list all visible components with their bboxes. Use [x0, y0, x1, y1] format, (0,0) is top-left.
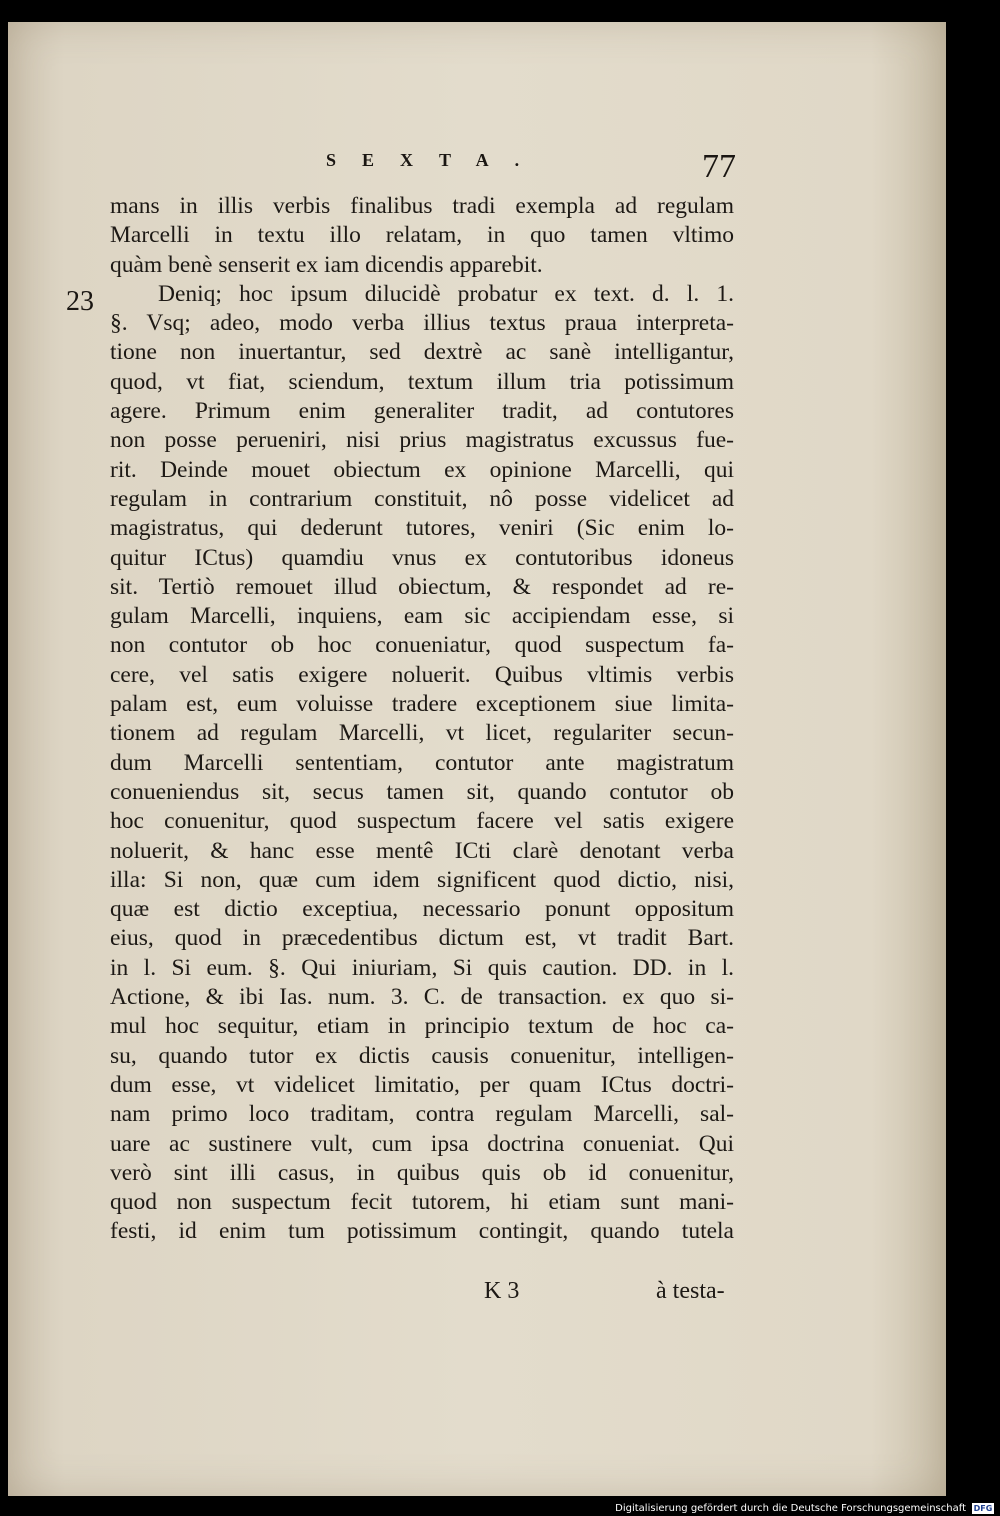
text-line: dum Marcelli sententiam, contutor ante magistratum	[110, 749, 734, 776]
text-line: tionem ad regulam Marcelli, vt licet, regulariter secun-	[110, 720, 734, 747]
text-line: conueniendus sit, secus tamen sit, quando contutor ob	[110, 778, 734, 805]
text-line: eius, quod in præcedentibus dictum est, vt tradit Bart.	[110, 925, 734, 952]
signature-mark: K 3	[484, 1278, 520, 1304]
text-line: noluerit, & hanc esse mentê ICti clarè denotant verba	[110, 837, 734, 864]
text-line: in l. Si eum. §. Qui iniuriam, Si quis caution. DD. in l.	[110, 954, 734, 981]
text-line: tione non inuertantur, sed dextrè ac sanè intelligantur,	[110, 339, 734, 366]
text-line: Marcelli in textu illo relatam, in quo tamen vltimo	[110, 222, 734, 249]
text-line: mans in illis verbis finalibus tradi exempla ad regulam	[110, 193, 734, 219]
text-line: palam est, eum voluisse tradere exceptionem siue limita-	[110, 691, 734, 718]
text-line: Deniq; hoc ipsum dilucidè probatur ex text. d. l. 1.	[158, 280, 734, 307]
text-line: magistratus, qui dederunt tutores, veniri (Sic enim lo-	[110, 515, 734, 542]
text-line: uare ac sustinere vult, cum ipsa doctrina conueniat. Qui	[110, 1130, 734, 1157]
running-head: SEXTA.	[326, 150, 546, 170]
text-line: agere. Primum enim generaliter tradit, ad contutores	[110, 398, 734, 425]
text-line: gulam Marcelli, inquiens, eam sic accipiendam esse, si	[110, 603, 734, 630]
margin-section-number: 23	[66, 286, 94, 317]
text-line: su, quando tutor ex dictis causis conuenitur, intelligen-	[110, 1042, 734, 1069]
text-line: hoc conuenitur, quod suspectum facere vel satis exigere	[110, 808, 734, 835]
text-line: dum esse, vt videlicet limitatio, per quam ICtus doctri-	[110, 1071, 734, 1098]
page-number: 77	[702, 148, 736, 185]
text-line: mul hoc sequitur, etiam in principio textum de hoc ca-	[110, 1013, 734, 1040]
text-line: quæ est dictio exceptiua, necessario ponunt oppositum	[110, 896, 734, 923]
text-line: sit. Tertiò remouet illud obiectum, & respondet ad re-	[110, 573, 734, 600]
text-line: regulam in contrarium constituit, nô posse videlicet ad	[110, 485, 734, 512]
dfg-logo: DFG	[973, 1504, 993, 1513]
text-line: illa: Si non, quæ cum idem significent quod dictio, nisi,	[110, 866, 734, 893]
digitization-credit: Digitalisierung gefördert durch die Deutsche Forschungsgemeinschaft	[615, 1503, 966, 1514]
text-line: rit. Deinde mouet obiectum ex opinione Marcelli, qui	[110, 456, 734, 483]
text-line: cere, vel satis exigere noluerit. Quibus vltimis verbis	[110, 661, 734, 688]
text-line: quod, vt fiat, sciendum, textum illum tria potissimum	[110, 368, 734, 395]
book-page	[8, 22, 946, 1496]
text-line: §. Vsq; adeo, modo verba illius textus praua interpreta-	[110, 310, 734, 337]
text-line: non posse perueniri, nisi prius magistratus excussus fue-	[110, 427, 734, 454]
text-line: quod non suspectum fecit tutorem, hi etiam sunt mani-	[110, 1189, 734, 1216]
text-line: festi, id enim tum potissimum contingit, quando tutela	[110, 1218, 734, 1245]
text-line: nam primo loco traditam, contra regulam Marcelli, sal-	[110, 1101, 734, 1128]
text-line: verò sint illi casus, in quibus quis ob id conuenitur,	[110, 1159, 734, 1186]
text-line: quàm benè senserit ex iam dicendis apparebit.	[110, 251, 543, 278]
catchword: à testa-	[656, 1278, 725, 1304]
text-line: quitur ICtus) quamdiu vnus ex contutoribus idoneus	[110, 544, 734, 571]
body-text	[110, 192, 734, 1247]
text-line: non contutor ob hoc conueniatur, quod suspectum fa-	[110, 632, 734, 659]
text-line: Actione, & ibi Ias. num. 3. C. de transaction. ex quo si-	[110, 984, 734, 1011]
